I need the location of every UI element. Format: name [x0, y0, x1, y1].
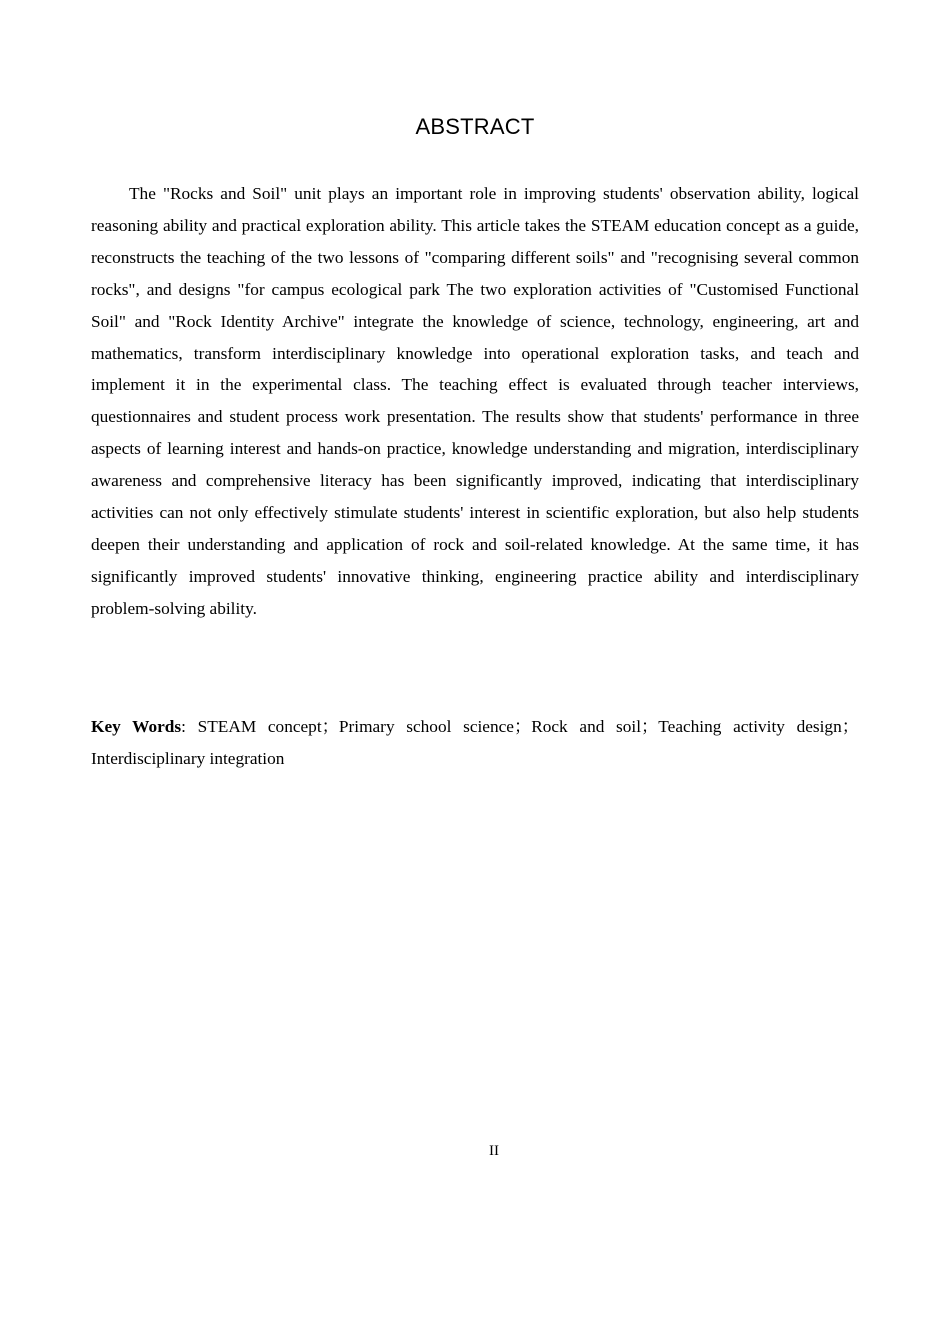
page-number: II: [489, 1143, 499, 1159]
keywords-paragraph: [91, 711, 859, 775]
keywords-label: Key Words: [91, 717, 182, 736]
keywords-text: : STEAM concept；Primary school science；Rock and soil；Teaching activity design；Interdisciplinary integration: [91, 717, 859, 768]
abstract-title: ABSTRACT: [415, 114, 535, 139]
abstract-body: The "Rocks and Soil" unit plays an important role in improving students' observation ability, logical reasoning ability and practical exploration ability. This article takes the STEAM education concept as a guide, reconstructs the teaching of the two lessons of "comparing different soils" and "recognising several common rocks", and designs "for campus ecological park The two exploration activities of "Customised Functional Soil" and "Rock Identity Archive" integrate the knowledge of science, technology, engineering, art and mathematics, transform interdisciplinary knowledge into operational exploration tasks, and teach and implement it in the experimental class. The teaching effect is evaluated through teacher interviews, questionnaires and student process work presentation. The results show that students' performance in three aspects of learning interest and hands-on practice, knowledge understanding and migration, interdisciplinary awareness and comprehensive literacy has been significantly improved, indicating that interdisciplinary activities can not only effectively stimulate students' interest in scientific exploration, but also help students deepen their understanding and application of rock and soil-related knowledge. At the same time, it has significantly improved students' innovative thinking, engineering practice ability and interdisciplinary problem-solving ability.: [91, 184, 859, 618]
